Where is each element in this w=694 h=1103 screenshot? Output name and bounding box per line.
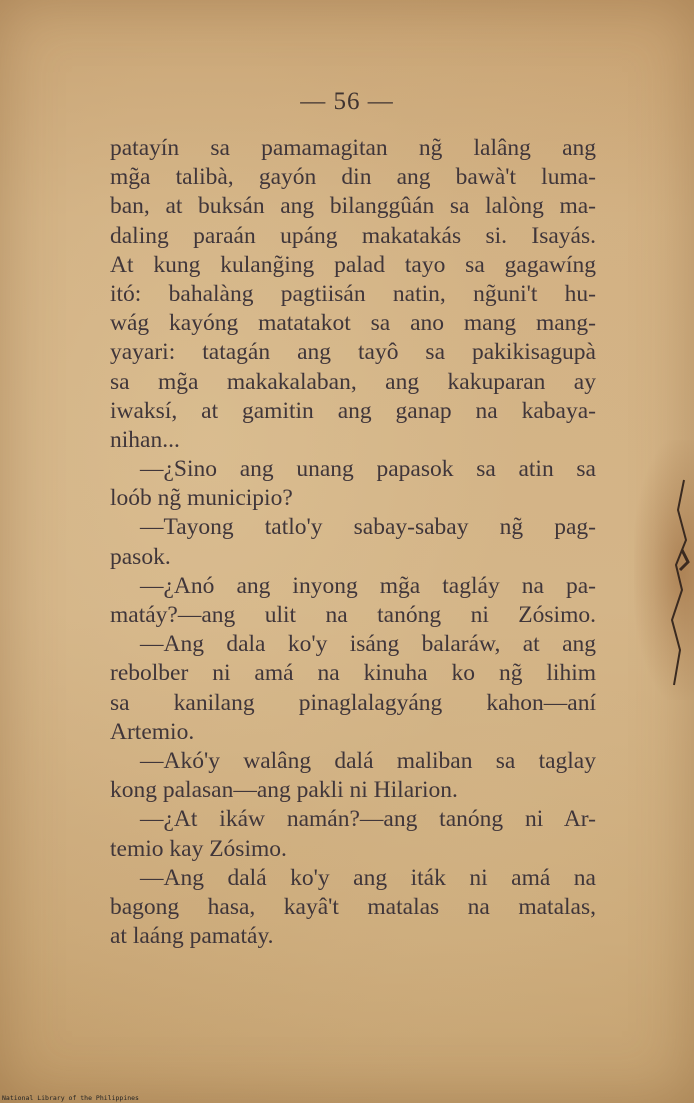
text-line: —¿Sino ang unang papasok sa atin sa bbox=[140, 456, 596, 483]
text-line: patayín sa pamamagitan ng̃ lalâng ang bbox=[110, 135, 596, 161]
text-line: —Ang dalá ko'y ang iták ni amá na bbox=[140, 864, 596, 891]
text-line: bagong hasa, kayâ't matalas na matalas, bbox=[110, 893, 596, 920]
text-line: —Tayong tatlo'y sabay-sabay ng̃ pag- bbox=[140, 514, 596, 541]
text-line: sa mg̃a makakalaban, ang kakuparan ay bbox=[110, 368, 596, 395]
text-line: itó: bahalàng pagtiisán natin, ng̃uni't hu- bbox=[110, 280, 596, 307]
text-line: sa kanilang pinaglalagyáng kahon—aní bbox=[110, 689, 596, 716]
text-line: —¿Anó ang inyong mg̃a tagláy na pa- bbox=[140, 572, 596, 599]
text-line: at laáng pamatáy. bbox=[110, 923, 274, 950]
text-line: pasok. bbox=[110, 543, 171, 570]
water-stain bbox=[634, 440, 694, 700]
text-line: —¿At ikáw namán?—ang tanóng ni Ar- bbox=[140, 806, 596, 833]
text-line: matáy?—ang ulit na tanóng ni Zósimo. bbox=[110, 602, 596, 628]
text-line: kong palasan—ang pakli ni Hilarion. bbox=[110, 777, 458, 804]
torn-edge-mark bbox=[664, 470, 690, 700]
text-line: loób ng̃ municipio? bbox=[110, 485, 293, 512]
text-line: —Ang dala ko'y isáng balaráw, at ang bbox=[140, 631, 596, 658]
text-line: wág kayóng matatakot sa ano mang mang- bbox=[110, 310, 596, 337]
text-line: ban, at buksán ang bilanggûán sa lalòng ma- bbox=[110, 193, 596, 220]
body-text bbox=[110, 134, 596, 951]
text-line: iwaksí, at gamitin ang ganap na kabaya- bbox=[110, 397, 596, 424]
text-line: nihan... bbox=[110, 426, 180, 453]
text-line: Artemio. bbox=[110, 718, 195, 745]
text-line: rebolber ni amá na kinuha ko ng̃ lihim bbox=[110, 660, 596, 687]
text-line: yayari: tatagán ang tayô sa pakikisagupà bbox=[110, 339, 596, 366]
text-line: daling paraán upáng makatakás si. Isayás. bbox=[110, 222, 596, 249]
text-line: mg̃a talibà, gayón din ang bawà't luma- bbox=[110, 164, 596, 191]
page-number: — 56 — bbox=[300, 88, 394, 115]
text-line: temio kay Zósimo. bbox=[110, 835, 287, 862]
text-line: At kung kulang̃ing palad tayo sa gagawíng bbox=[110, 251, 596, 278]
text-line: —Akó'y walâng dalá maliban sa taglay bbox=[140, 747, 596, 774]
library-footer: National Library of the Philippines bbox=[2, 1094, 139, 1102]
